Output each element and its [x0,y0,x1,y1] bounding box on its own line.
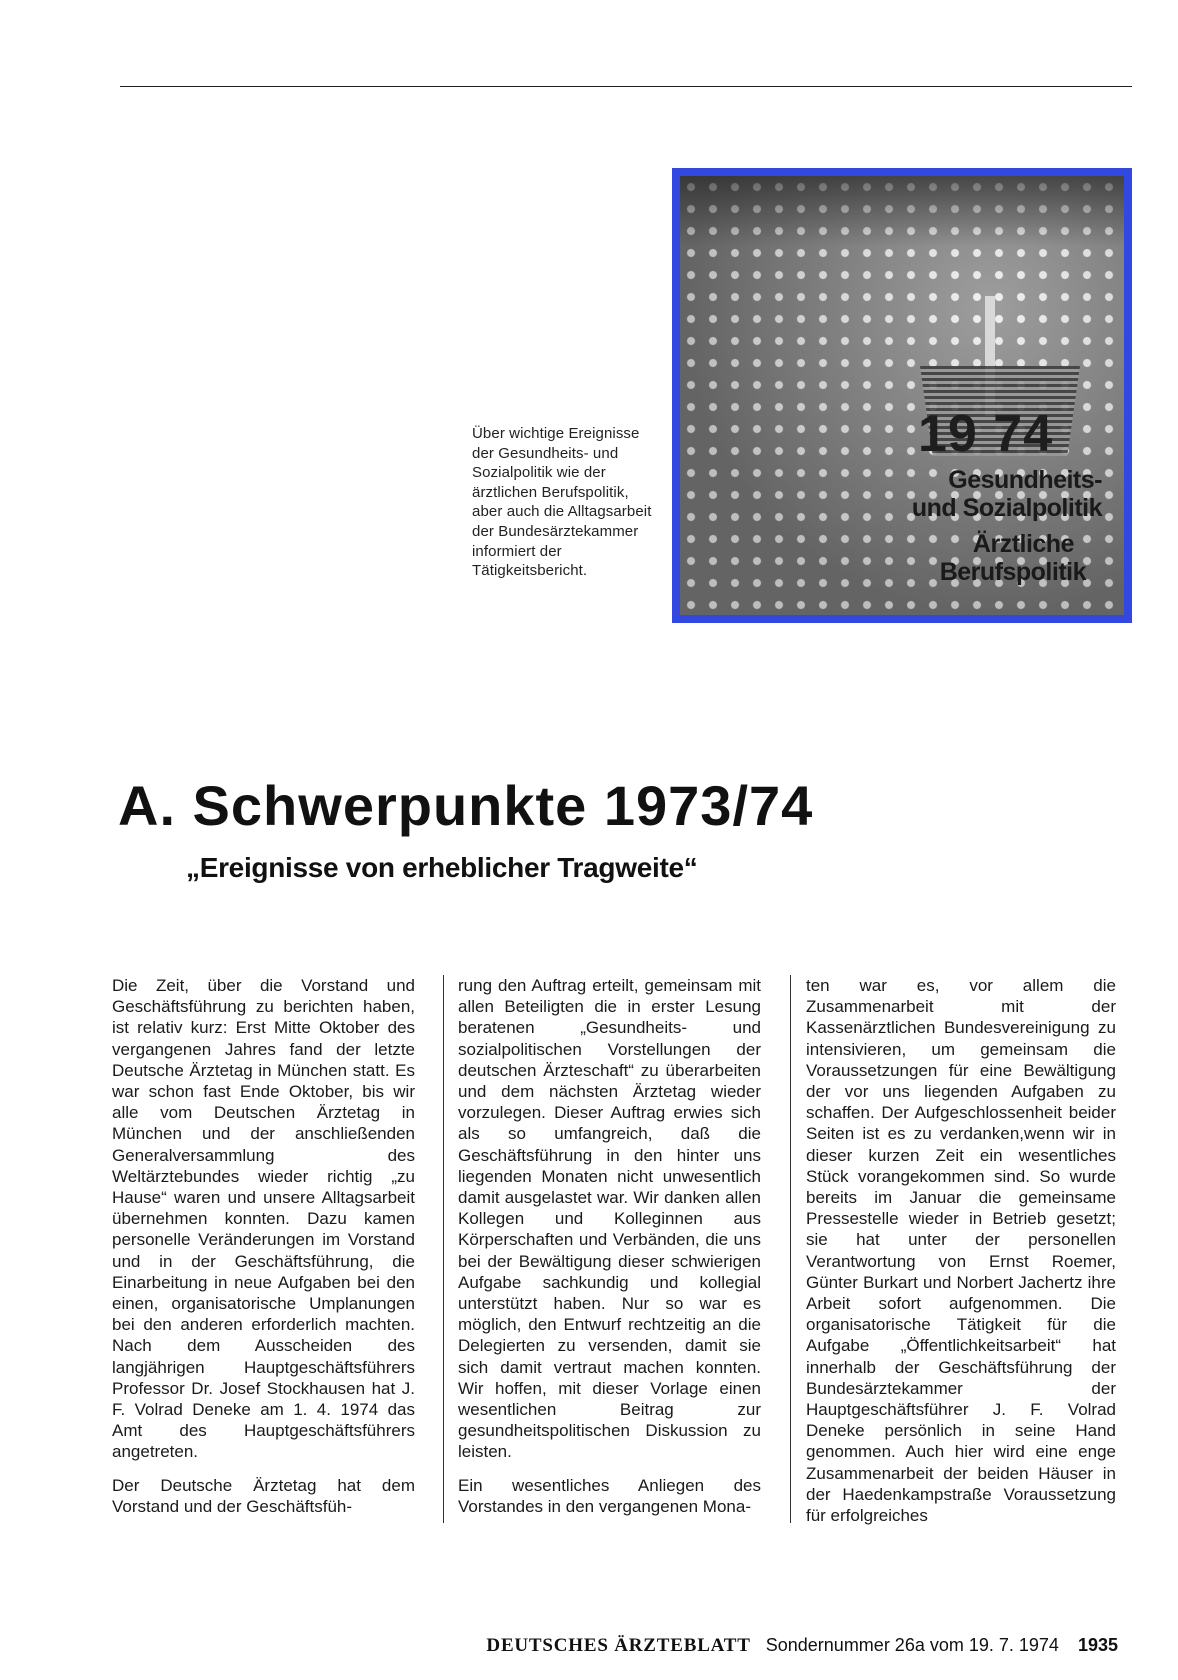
paragraph: Der Deutsche Ärztetag hat dem Vorstand und der Geschäftsfüh- [112,1475,415,1516]
paragraph: rung den Auftrag erteilt, gemeinsam mit allen Beteiligten die in erster Lesung beratenen „Gesundheits- und sozialpolitischen Vorstellungen der deutschen Ärzteschaft“ zu überarbeiten und dem nächsten Ärztetag wieder vorzulegen. Dieser Auftrag erwies sich als so umfangreich, daß die Geschäftsführung in den hinter uns liegenden Monaten nicht unwesentlich damit ausgelastet war. Wir danken allen Kollegen und Kolleginnen aus Körperschaften und Verbänden, die uns bei der Bewältigung dieser schwierigen Aufgabe sachkundig und kollegial unterstützt haben. Nur so war es möglich, den Entwurf rechtzeitig an die Delegierten zu versenden, damit sie sich damit vertraut machen konnten. Wir hoffen, mit dieser Vorlage einen wesentlichen Beitrag zur gesundheitspolitischen Diskussion zu leisten. [458,976,761,1462]
figure-year: 19 74 [918,405,1054,463]
figure-line-3: Ärztliche [972,530,1074,558]
top-rule [120,86,1132,87]
page-footer [0,1634,1118,1657]
figure-line-1: Gesundheits- [948,466,1102,494]
issue-info: Sondernummer 26a vom 19. 7. 1974 [765,1635,1059,1655]
section-heading: A. Schwerpunkte 1973/74 [118,774,814,837]
text-column-1 [112,975,415,1517]
cover-figure [672,168,1132,623]
text-column-2 [458,975,761,1517]
figure-caption: Über wichtige Ereignisse der Gesundheits- und Sozialpolitik wie der ärztlichen Berufspolitik, aber auch die Alltagsarbeit der Bundesärztekammer informiert der Tätigkeitsbericht. [472,425,652,580]
column-divider [443,975,444,1523]
text-column-3 [806,975,1116,1526]
figure-line-4: Berufspolitik [939,558,1086,586]
figure-line-2: und Sozialpolitik [911,494,1102,522]
column-divider [790,975,791,1523]
journal-name: DEUTSCHES ÄRZTEBLATT [486,1635,751,1656]
page-number: 1935 [1077,1635,1118,1655]
paragraph: Die Zeit, über die Vorstand und Geschäftsführung zu berichten haben, ist relativ kurz: Erst Mitte Oktober des vergangenen Jahres fand der letzte Deutsche Ärztetag in München statt. Es war schon fast Ende Oktober, bis wir alle vom Deutschen Ärztetag in München und der anschließenden Generalversammlung des Weltärztebundes wieder richtig „zu Hause“ waren und unsere Alltagsarbeit übernehmen konnten. Dazu kamen personelle Veränderungen im Vorstand und in der Geschäftsführung, die Einarbeitung in neue Aufgaben bei den einen, organisatorische Umplanungen bei den anderen erforderlich machten. Nach dem Ausscheiden des langjährigen Hauptgeschäftsführers Professor Dr. Josef Stockhausen hat J. F. Volrad Deneke am 1. 4. 1974 das Amt des Hauptgeschäftsführers angetreten. [112,976,415,1462]
halftone-wave [680,176,1124,246]
section-subheading: „Ereignisse von erheblicher Tragweite“ [186,852,698,883]
paragraph: Ein wesentliches Anliegen des Vorstandes in den vergangenen Mona- [458,1475,761,1516]
paragraph: ten war es, vor allem die Zusammenarbeit mit der Kassenärztlichen Bundesvereinigung zu intensivieren, um gemeinsam die Voraussetzungen für eine Bewältigung der vor uns liegenden Aufgaben zu schaffen. Der Aufgeschlossenheit beider Seiten ist es zu verdanken,wenn wir in dieser kurzen Zeit ein wesentliches Stück vorangekommen sind. So wurde bereits im Januar die gemeinsame Pressestelle wieder in Betrieb gesetzt; sie hat unter der personellen Verantwortung von Ernst Roemer, Günter Burkart und Norbert Jachertz ihre Arbeit sofort aufgenommen. Die organisatorische Tätigkeit für die Aufgabe „Öffentlichkeitsarbeit“ hat innerhalb der Geschäftsführung der Bundesärztekammer der Hauptgeschäftsführer J. F. Volrad Deneke persönlich in seine Hand genommen. Auch hier wird eine enge Zusammenarbeit der beiden Häuser in der Haedenkampstraße Voraussetzung für erfolgreiches [806,976,1116,1526]
halftone-image [680,176,1124,615]
